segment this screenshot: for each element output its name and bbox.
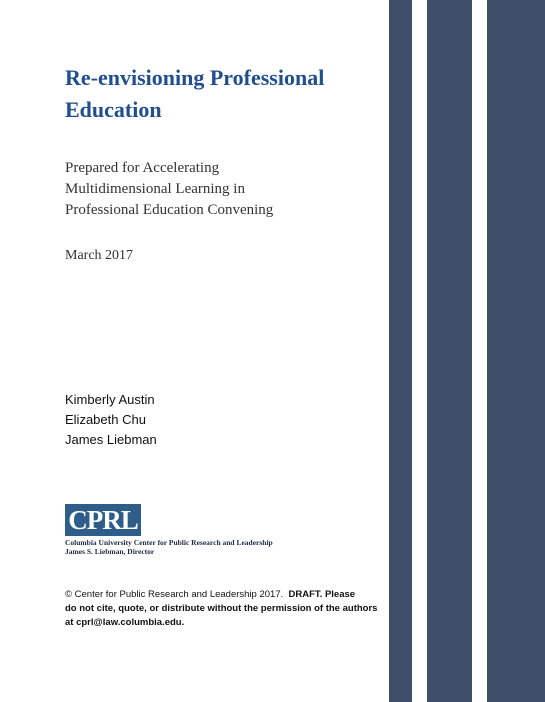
copyright-line-2 xyxy=(65,602,385,616)
cprl-logo: CPRL xyxy=(65,504,141,536)
copyright-line-1 xyxy=(65,588,385,602)
author-name: James Liebman xyxy=(65,432,157,447)
subtitle-line-2: Multidimensional Learning in xyxy=(65,181,245,197)
contact-email: at cprl@law.columbia.edu. xyxy=(65,617,185,628)
document-subtitle xyxy=(65,158,375,221)
document-date: March 2017 xyxy=(65,248,134,263)
copyright-notice xyxy=(65,588,385,630)
author-name: Kimberly Austin xyxy=(65,392,155,407)
copyright-text: © Center for Public Research and Leadership 2017. xyxy=(65,589,284,600)
decorative-stripe-1 xyxy=(389,0,412,702)
organization-caption xyxy=(65,538,273,556)
organization-director: James S. Liebman, Director xyxy=(65,547,155,556)
draft-notice: DRAFT. Please xyxy=(288,589,356,600)
document-title: Re-envisioning Professional Education xyxy=(65,65,325,122)
subtitle-line-3: Professional Education Convening xyxy=(65,202,274,218)
author-name: Elizabeth Chu xyxy=(65,412,146,427)
subtitle-line-1: Prepared for Accelerating xyxy=(65,160,220,176)
decorative-stripe-2 xyxy=(427,0,472,702)
decorative-stripe-3 xyxy=(487,0,545,702)
copyright-line-3 xyxy=(65,616,385,630)
permission-notice: do not cite, quote, or distribute without the permission of the authors xyxy=(65,603,378,614)
organization-name: Columbia University Center for Public Research and Leadership xyxy=(65,538,273,547)
author-list xyxy=(65,390,157,450)
